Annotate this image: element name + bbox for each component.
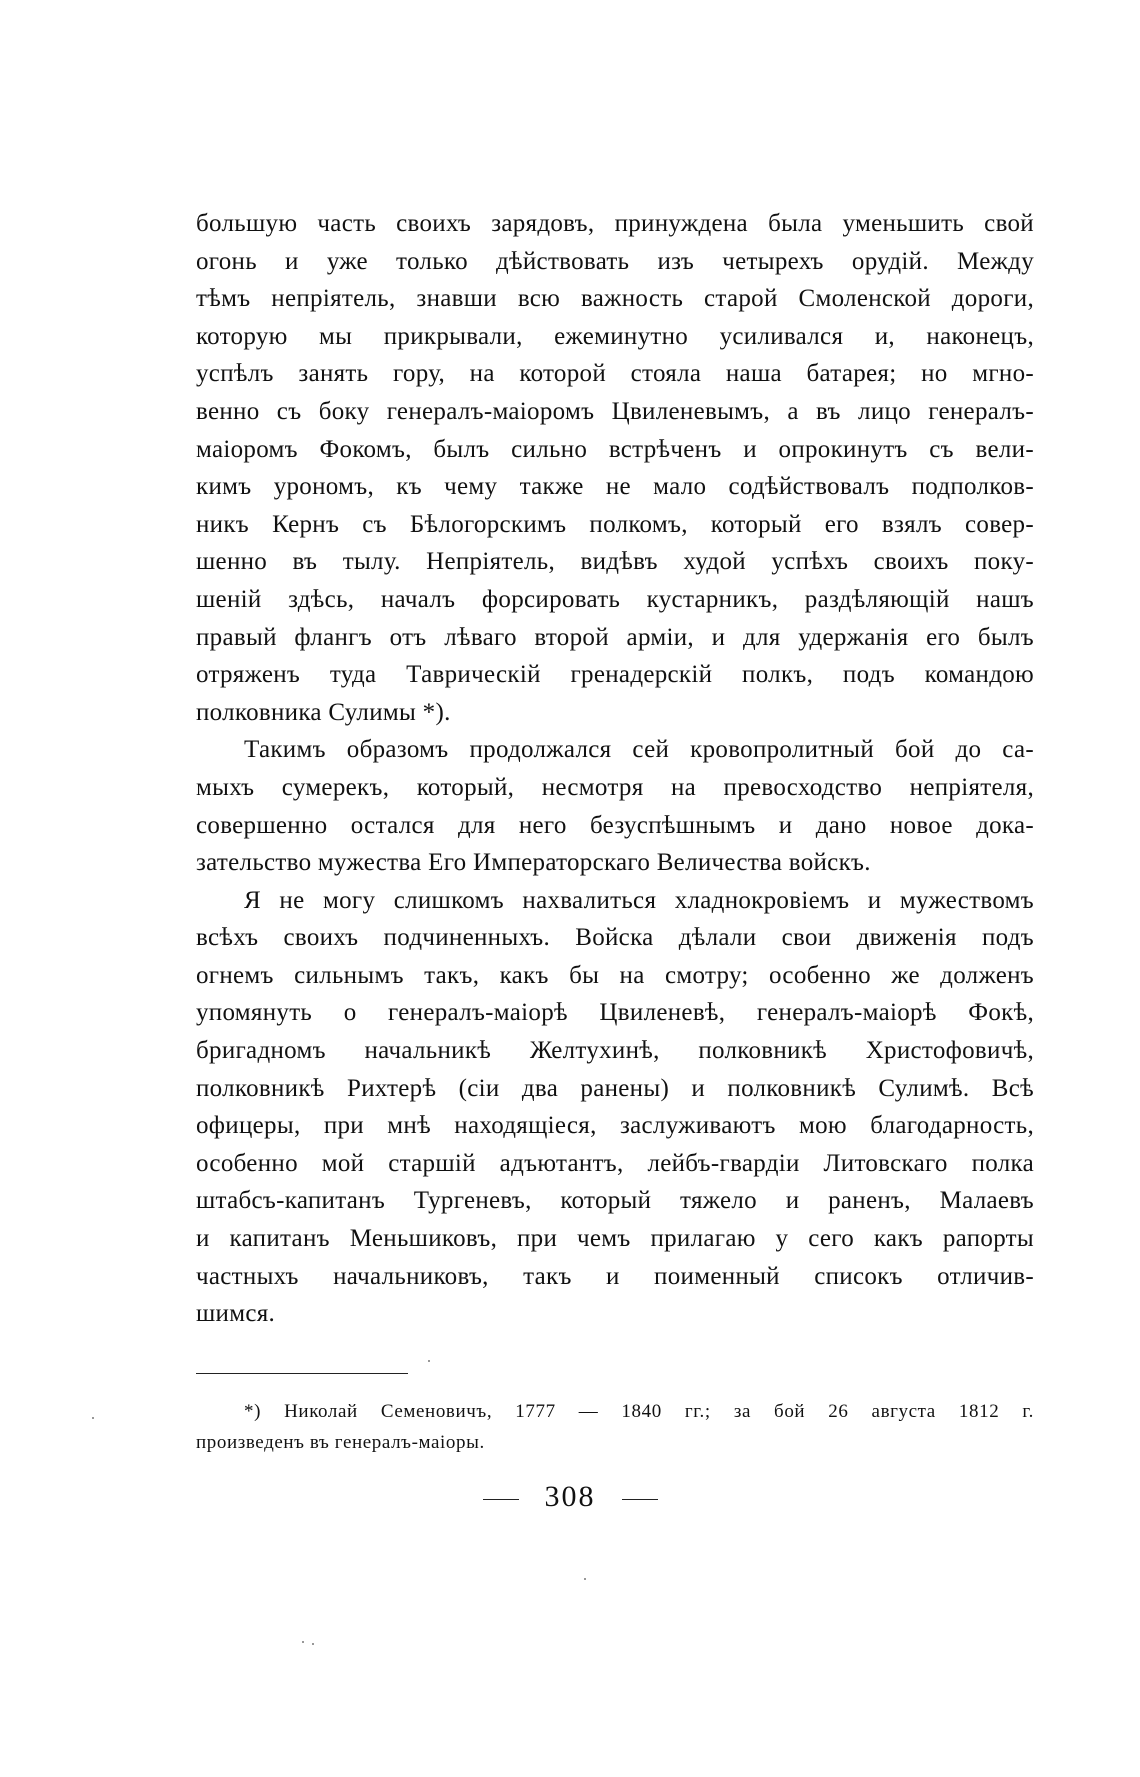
text-line: шимся. (196, 1300, 276, 1328)
dash-left (483, 1499, 519, 1500)
text-line: успѣлъ занять гору, на которой стояла наша батарея; но мгно- (196, 360, 1034, 388)
footnote-line: *) Николай Семеновичъ, 1777 — 1840 гг.; за бой 26 августа 1812 г. (244, 1401, 1034, 1422)
text-line: бригадномъ начальникѣ Желтухинѣ, полковникѣ Христофовичѣ, (196, 1037, 1034, 1065)
text-line: офицеры, при мнѣ находящіеся, заслуживаютъ мою благодарность, (196, 1112, 1034, 1140)
text-line: шеній здѣсь, началъ форсировать кустарникъ, раздѣляющій нашъ (196, 585, 1034, 613)
text-line: полковникѣ Рихтерѣ (сіи два ранены) и полковникѣ Сулимѣ. Всѣ (196, 1074, 1034, 1102)
text-line: большую часть своихъ зарядовъ, принуждена была уменьшить свой (196, 210, 1034, 237)
footnote-divider (196, 1373, 408, 1374)
text-line: особенно мой старшій адъютантъ, лейбъ-гвардіи Литовскаго полка (196, 1149, 1034, 1177)
text-line: совершенно остался для него безуспѣшнымъ и дано новое дока- (196, 811, 1034, 839)
body-text (196, 205, 1034, 1333)
paper-speck (92, 1417, 94, 1419)
text-line: штабсъ-капитанъ Тургеневъ, который тяжело и раненъ, Малаевъ (196, 1187, 1034, 1215)
text-line: венно съ боку генералъ-маіоромъ Цвиленевымъ, а въ лицо генералъ- (196, 397, 1034, 425)
text-line: тѣмъ непріятель, знавши всю важность старой Смоленской дороги, (196, 285, 1034, 313)
text-line: огнемъ сильнымъ такъ, какъ бы на смотру; особенно же долженъ (196, 961, 1034, 989)
text-line: Такимъ образомъ продолжался сей кровопролитный бой до са- (244, 736, 1034, 764)
text-line: которую мы прикрывали, ежеминутно усиливался и, наконецъ, (196, 322, 1034, 350)
text-line: всѣхъ своихъ подчиненныхъ. Войска дѣлали свои движенія подъ (196, 924, 1034, 952)
paper-speck (584, 1578, 586, 1580)
text-line: шенно въ тылу. Непріятель, видѣвъ худой успѣхъ своихъ поку- (196, 548, 1034, 576)
paper-speck (312, 1643, 314, 1645)
text-line: частныхъ начальниковъ, такъ и поименный списокъ отличив- (196, 1262, 1034, 1290)
text-line: отряженъ туда Таврическій гренадерскій полкъ, подъ командою (196, 661, 1034, 689)
text-line: маіоромъ Фокомъ, былъ сильно встрѣченъ и опрокинутъ съ вели- (196, 435, 1034, 463)
text-line: правый флангъ отъ лѣваго второй арміи, и для удержанія его былъ (196, 623, 1034, 651)
text-line: никъ Кернъ съ Бѣлогорскимъ полкомъ, который его взялъ совер- (196, 510, 1034, 538)
text-line: полковника Сулимы *). (196, 698, 451, 726)
text-line: и капитанъ Меньшиковъ, при чемъ прилагаю у сего какъ рапорты (196, 1225, 1034, 1253)
footnote-line: произведенъ въ генералъ-маіоры. (196, 1432, 485, 1453)
page-number-block (0, 1477, 1140, 1517)
text-line: мыхъ сумерекъ, который, несмотря на превосходство непріятеля, (196, 773, 1034, 801)
text-line: упомянуть о генералъ-маіорѣ Цвиленевѣ, генералъ-маіорѣ Фокѣ, (196, 999, 1034, 1027)
page-number: 308 (544, 1480, 596, 1513)
text-line: зательство мужества Его Императорскаго Величества войскъ. (196, 849, 871, 877)
dash-right (622, 1499, 658, 1500)
text-line: Я не могу слишкомъ нахвалиться хладнокровіемъ и мужествомъ (244, 886, 1034, 914)
footnote (196, 1396, 1034, 1458)
text-line: огонь и уже только дѣйствовать изъ четырехъ орудій. Между (196, 247, 1034, 275)
text-line: кимъ урономъ, къ чему также не мало содѣйствовалъ подполков- (196, 473, 1034, 501)
paper-speck (302, 1641, 304, 1643)
paper-speck (428, 1360, 430, 1362)
